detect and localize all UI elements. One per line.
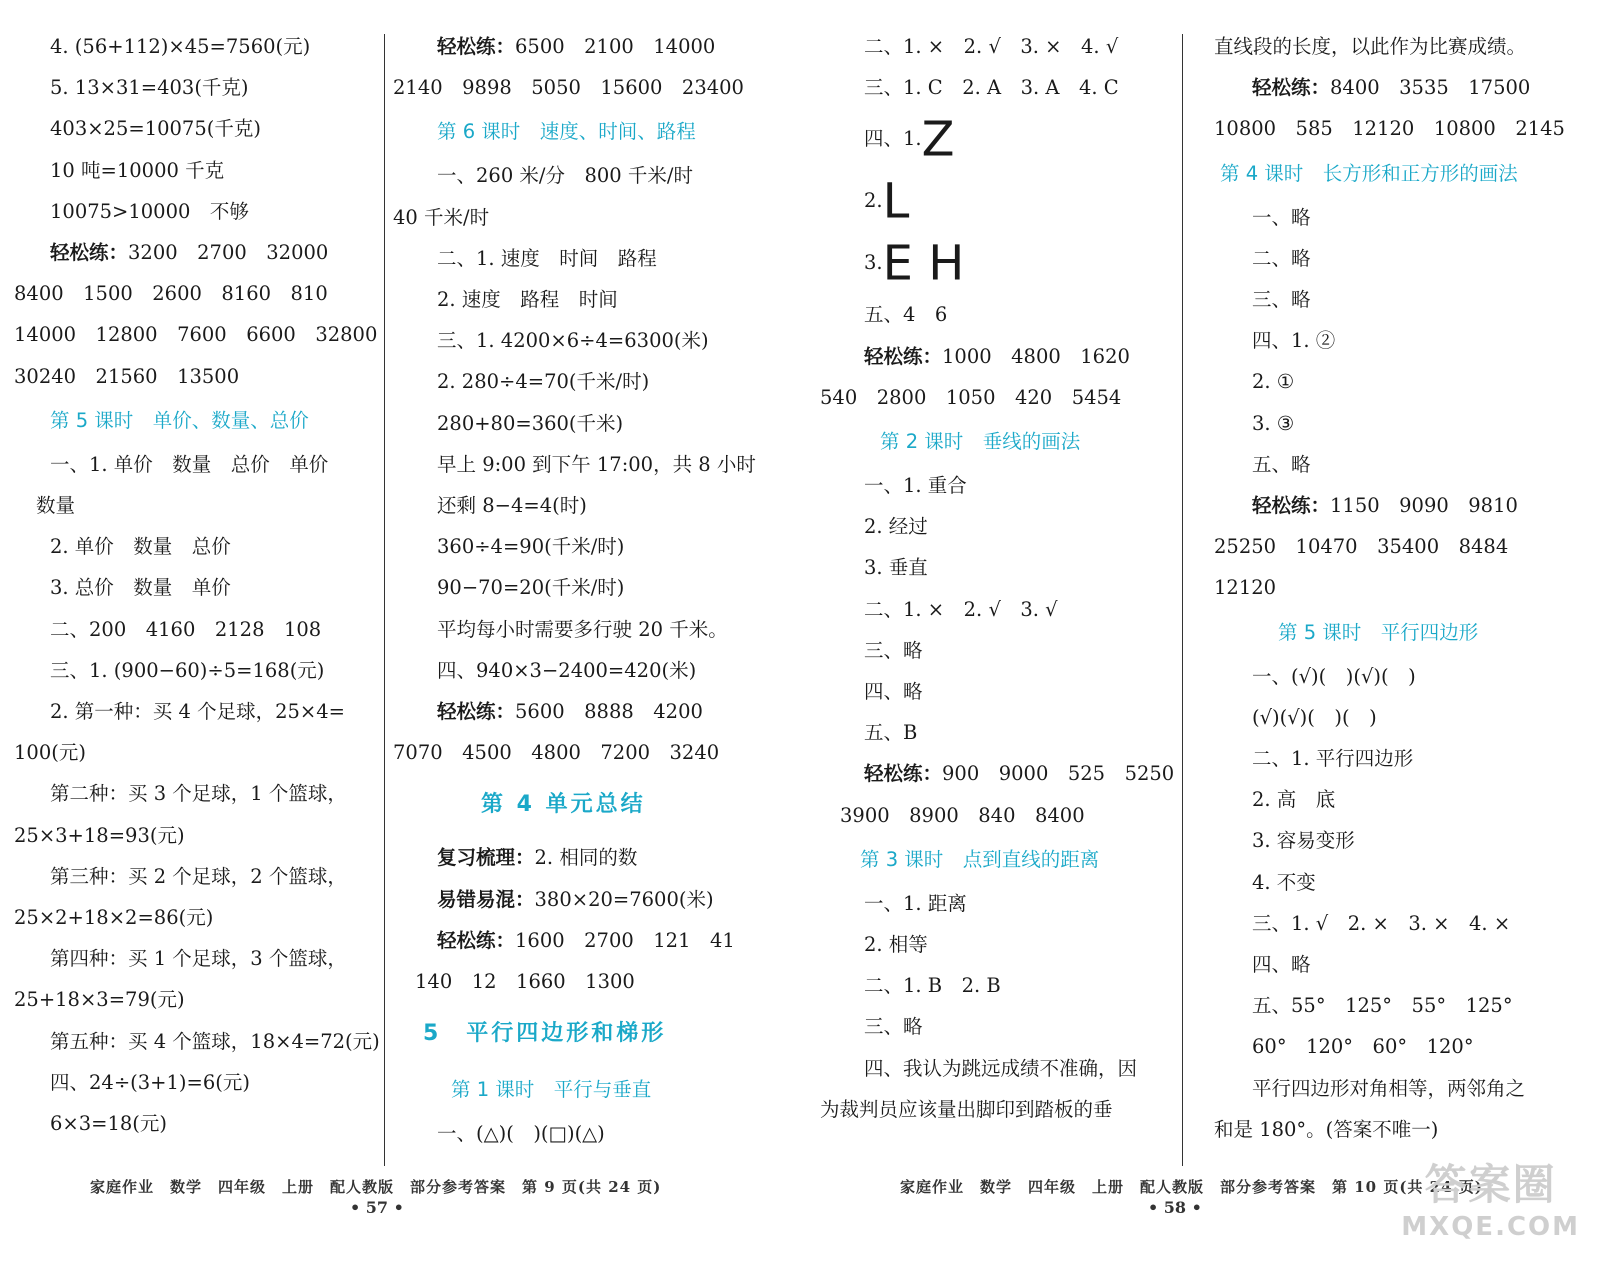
answer-line: 14000 12800 7600 6600 32800 — [14, 323, 378, 347]
lesson-heading: 第 1 课时 平行与垂直 — [451, 1078, 652, 1102]
answer-line: 5. 13×31=403(千克) — [50, 76, 249, 100]
answer-line: 四、940×3−2400=420(米) — [437, 658, 697, 682]
footer-left: 家庭作业 数学 四年级 上册 配人教版 部分参考答案 第 9 页(共 24 页) — [90, 1178, 662, 1196]
page-number-right: • 58 • — [1148, 1198, 1202, 1217]
review-label: 复习梳理： — [437, 846, 535, 870]
answer-line: 25×2+18×2=86(元) — [14, 906, 214, 930]
answer-column-2 — [393, 26, 763, 1201]
answer-line: 60° 120° 60° 120° — [1252, 1035, 1474, 1059]
letter-answer-line — [820, 232, 1198, 294]
answer-line: 第五种：买 4 个篮球，18×4=72(元) — [50, 1029, 380, 1053]
answer-line: 直线段的长度，以此作为比赛成绩。 — [1214, 35, 1527, 58]
footer-right: 家庭作业 数学 四年级 上册 配人教版 部分参考答案 第 10 页(共 24 页) — [900, 1178, 1483, 1196]
practice-label: 轻松练： — [437, 700, 516, 724]
practice-line — [0, 232, 380, 273]
answer-line: 2. 相等 — [864, 933, 928, 957]
answer-line: 360÷4=90(千米/时) — [437, 535, 625, 559]
practice-values: 8400 3535 17500 — [1330, 76, 1531, 100]
answer-line: 3. 容易变形 — [1252, 829, 1355, 853]
answer-line: 3. 总价 数量 单价 — [50, 576, 231, 600]
answer-line: 40 千米/时 — [393, 205, 490, 229]
answer-line: 二、略 — [1252, 246, 1311, 270]
mistake-label: 易错易混： — [437, 887, 535, 911]
answer-line: 平均每小时需要多行驶 20 千米。 — [437, 617, 728, 641]
lesson-heading: 第 4 课时 长方形和正方形的画法 — [1220, 161, 1518, 185]
practice-line — [820, 336, 1198, 377]
practice-label: 轻松练： — [437, 928, 516, 952]
mistake-line — [393, 879, 763, 920]
answer-line: 第三种：买 2 个足球，2 个篮球， — [50, 864, 347, 888]
answer-line: 还剩 8−4=4(时) — [437, 494, 587, 518]
answer-line: 30240 21560 13500 — [14, 364, 240, 388]
answer-line: 三、略 — [864, 638, 923, 662]
answer-line: 25×3+18=93(元) — [14, 823, 185, 847]
answer-line: 三、略 — [1252, 288, 1311, 312]
answer-line: 2. 280÷4=70(千米/时) — [437, 370, 650, 394]
answer-column-3 — [820, 26, 1198, 1201]
answer-line: 二、1. B 2. B — [864, 974, 1001, 998]
answer-line: 一、(√)( )(√)( ) — [1252, 664, 1416, 688]
answer-line: 3900 8900 840 8400 — [840, 803, 1085, 827]
letter-glyph: Z — [921, 111, 955, 168]
answer-line: 二、1. × 2. √ 3. √ — [864, 597, 1058, 621]
lesson-heading: 第 5 课时 单价、数量、总价 — [50, 408, 309, 432]
answer-line: (√)(√)( )( ) — [1252, 705, 1377, 729]
answer-line: 140 12 1660 1300 — [415, 970, 635, 994]
answer-line: 五、略 — [1252, 452, 1311, 476]
answer-line: 2140 9898 5050 15600 23400 — [393, 76, 744, 100]
practice-values: 900 9000 525 5250 — [942, 762, 1175, 786]
letter-answer-line — [820, 108, 1198, 170]
answer-line: 三、1. (900−60)÷5=168(元) — [50, 658, 325, 682]
answer-line: 一、260 米/分 800 千米/时 — [437, 164, 693, 188]
answer-line: 第四种：买 1 个足球，3 个篮球， — [50, 947, 347, 971]
practice-label: 轻松练： — [1252, 76, 1331, 100]
answer-line: 7070 4500 4800 7200 3240 — [393, 741, 720, 765]
page-number-left: • 57 • — [350, 1198, 404, 1217]
practice-label: 轻松练： — [864, 762, 943, 786]
practice-values: 5600 8888 4200 — [515, 700, 703, 724]
answer-line: 早上 9:00 到下午 17:00，共 8 小时 — [437, 452, 756, 476]
answer-line: 403×25=10075(千克) — [50, 117, 261, 141]
answer-prefix: 3. — [864, 251, 883, 275]
answer-line: 四、24÷(3+1)=6(元) — [50, 1070, 250, 1094]
answer-line: 2. 速度 路程 时间 — [437, 288, 618, 312]
answer-line: 平行四边形对角相等，两邻角之 — [1252, 1076, 1526, 1100]
answer-line: 二、1. 速度 时间 路程 — [437, 246, 657, 270]
answer-line: 三、1. C 2. A 3. A 4. C — [864, 76, 1119, 100]
answer-line: 10 吨=10000 千克 — [50, 158, 225, 182]
watermark — [1401, 1152, 1580, 1242]
watermark-url: MXQE.COM — [1401, 1212, 1580, 1242]
answer-line: 二、1. 平行四边形 — [1252, 747, 1414, 771]
answer-line: 540 2800 1050 420 5454 — [820, 385, 1122, 409]
answer-line: 100(元) — [14, 741, 86, 765]
answer-line: 3. 垂直 — [864, 556, 928, 580]
review-line — [393, 837, 763, 878]
answer-line: 2. 单价 数量 总价 — [50, 535, 231, 559]
practice-values: 6500 2100 14000 — [515, 35, 716, 58]
answer-column-4 — [1208, 26, 1600, 1201]
answer-line: 三、略 — [864, 1015, 923, 1039]
answer-line: 一、(△)( )(□)(△) — [437, 1122, 605, 1146]
answer-line: 一、1. 距离 — [864, 891, 967, 915]
answer-line: 第二种：买 3 个足球，1 个篮球， — [50, 782, 347, 806]
answer-line: 一、1. 重合 — [864, 474, 967, 498]
answer-line: 2. 第一种：买 4 个足球，25×4= — [50, 700, 346, 724]
answer-line: 一、略 — [1252, 205, 1311, 229]
practice-line — [820, 753, 1198, 794]
answer-line: 四、1. ② — [1252, 329, 1336, 353]
answer-line: 为裁判员应该量出脚印到踏板的垂 — [820, 1097, 1113, 1121]
answer-line: 二、1. × 2. √ 3. × 4. √ — [864, 35, 1119, 58]
practice-label: 轻松练： — [50, 241, 129, 265]
answer-line: 4. 不变 — [1252, 870, 1316, 894]
letter-glyph: L — [882, 173, 910, 230]
practice-label: 轻松练： — [437, 35, 516, 58]
practice-label: 轻松练： — [1252, 494, 1331, 518]
unit-title: 5 平行四边形和梯形 — [423, 1021, 667, 1047]
answer-prefix: 四、1. — [864, 127, 922, 151]
lesson-heading: 第 6 课时 速度、时间、路程 — [437, 120, 696, 144]
answer-line: 五、B — [864, 721, 918, 745]
mistake-value: 380×20=7600(米) — [534, 887, 714, 911]
answer-line: 10800 585 12120 10800 2145 — [1214, 117, 1565, 141]
practice-line — [1208, 485, 1600, 526]
practice-line — [393, 920, 763, 961]
answer-line: 二、200 4160 2128 108 — [50, 617, 322, 641]
answer-line: 四、略 — [864, 680, 923, 704]
practice-label: 轻松练： — [864, 344, 943, 368]
lesson-heading: 第 2 课时 垂线的画法 — [880, 430, 1081, 454]
practice-values: 1150 9090 9810 — [1330, 494, 1518, 518]
answer-line: 90−70=20(千米/时) — [437, 576, 625, 600]
answer-line: 25250 10470 35400 8484 — [1214, 535, 1509, 559]
answer-line: 五、55° 125° 55° 125° — [1252, 994, 1513, 1018]
answer-line: 2. 经过 — [864, 515, 928, 539]
answer-line: 数量 — [36, 494, 76, 518]
lesson-heading: 第 5 课时 平行四边形 — [1278, 620, 1479, 644]
letter-answer-line — [820, 170, 1198, 232]
answer-line: 和是 180°。(答案不唯一) — [1214, 1117, 1439, 1141]
practice-values: 3200 2700 32000 — [128, 241, 329, 265]
answer-line: 四、我认为跳远成绩不准确，因 — [864, 1056, 1138, 1080]
answer-line: 280+80=360(千米) — [437, 411, 624, 435]
watermark-logo: 答案圈 — [1424, 1160, 1557, 1209]
practice-values: 1000 4800 1620 — [942, 344, 1130, 368]
practice-line — [393, 691, 763, 732]
answer-line: 三、1. √ 2. × 3. × 4. × — [1252, 911, 1511, 935]
review-value: 2. 相同的数 — [534, 846, 638, 870]
column-divider — [384, 34, 385, 1166]
practice-line — [393, 26, 763, 67]
answer-line: 3. ③ — [1252, 411, 1295, 435]
answer-line: 10075>10000 不够 — [50, 199, 249, 223]
answer-line: 4. (56+112)×45=7560(元) — [50, 35, 311, 58]
answer-prefix: 2. — [864, 189, 883, 213]
lesson-heading: 第 3 课时 点到直线的距离 — [860, 847, 1100, 871]
letter-glyph: E H — [882, 235, 965, 292]
answer-line: 6×3=18(元) — [50, 1112, 168, 1136]
answer-line: 8400 1500 2600 8160 810 — [14, 282, 328, 306]
practice-line — [1208, 67, 1600, 108]
answer-line: 12120 — [1214, 576, 1277, 600]
practice-values: 1600 2700 121 41 — [515, 928, 735, 952]
answer-column-1 — [0, 26, 380, 1201]
unit-summary-heading: 第 4 单元总结 — [481, 792, 646, 818]
answer-line: 三、1. 4200×6÷4=6300(米) — [437, 329, 709, 353]
answer-line: 25+18×3=79(元) — [14, 988, 185, 1012]
answer-line: 2. ① — [1252, 370, 1295, 394]
answer-line: 2. 高 底 — [1252, 788, 1336, 812]
answer-line: 一、1. 单价 数量 总价 单价 — [50, 452, 329, 476]
answer-line: 四、略 — [1252, 953, 1311, 977]
answer-line: 五、4 6 — [864, 303, 948, 327]
